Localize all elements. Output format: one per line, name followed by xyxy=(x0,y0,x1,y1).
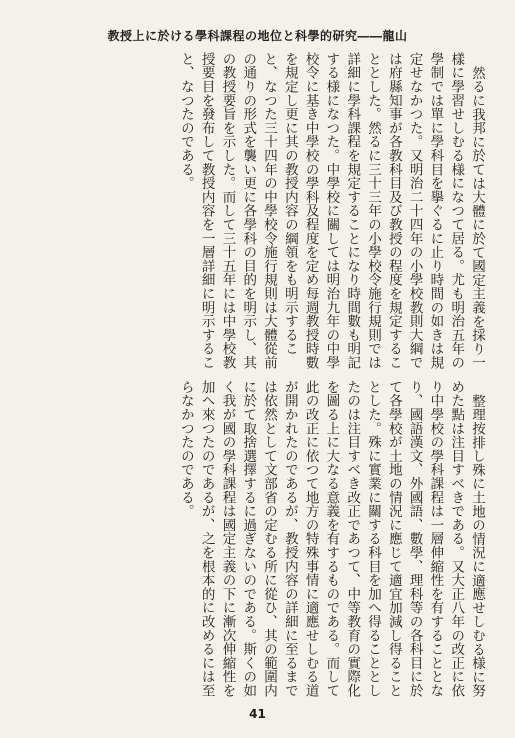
paragraph-lower: 整理按排し殊に土地の情況に適應せしむる様に努めた點は注目すべきである。又大正八年の改正に依り中學校の學科課程は一層伸縮性を有することとなり、國語漢文、外國語、數學、理科等の各科目に於て各學校が土地の情況に應じて適宜加減し得ることとした。殊に實業に關する科目を加へ得ることとしたのは注目すべき改正であつて、中等教育の實際化を圖る上に大なる意義を有するものである。而して此の改正に依つて地方の特殊事情に適應せしむる道が開かれたのであるが、教授内容の詳細に至るまでは依然として文部省の定むる所に從ひ、其の範圍内に於て取捨選擇するに過ぎないのである。斯くの如く我が國の學科課程は國定主義の下に漸次伸縮性を加へ來つたのであるが、之を根本的に改めるには至らなかつたのである。 xyxy=(177,380,485,698)
text-block-upper xyxy=(47,52,487,370)
paragraph-upper: 然るに我邦に於ては大體に於て國定主義を採り一樣に學習せしむる様になつて居る。尤も明治五年の學制では單に學科目を擧ぐるに止り時間の如きは規定せなかつた。又明治二十四年の小學校教則大綱では府縣知事が各教科目及び教授の程度を規定することとした。然るに三十三年の小學校令施行規則では詳細に學科課程を規定することになり時間數も明記する様になつた。中學校に關しては明治九年の中學校令に基き中學校の學科及程度を定め每週教授時數を規定し更に其の教授内容の綱領をも明示すること、なつた三十四年の中學校令施行規則は大體從前の通りの形式を襲い更に各學科の目的を明示し、其の教授要旨を示した。而して三十五年には中學校教授要目を發布して教授内容を一層詳細に明示すること、なつたのである。 xyxy=(177,52,485,370)
running-header: 教授上に於ける學科課程の地位と科學的研究――龍山 xyxy=(107,29,408,43)
page-number: 41 xyxy=(249,707,266,721)
text-block-lower xyxy=(47,380,487,698)
